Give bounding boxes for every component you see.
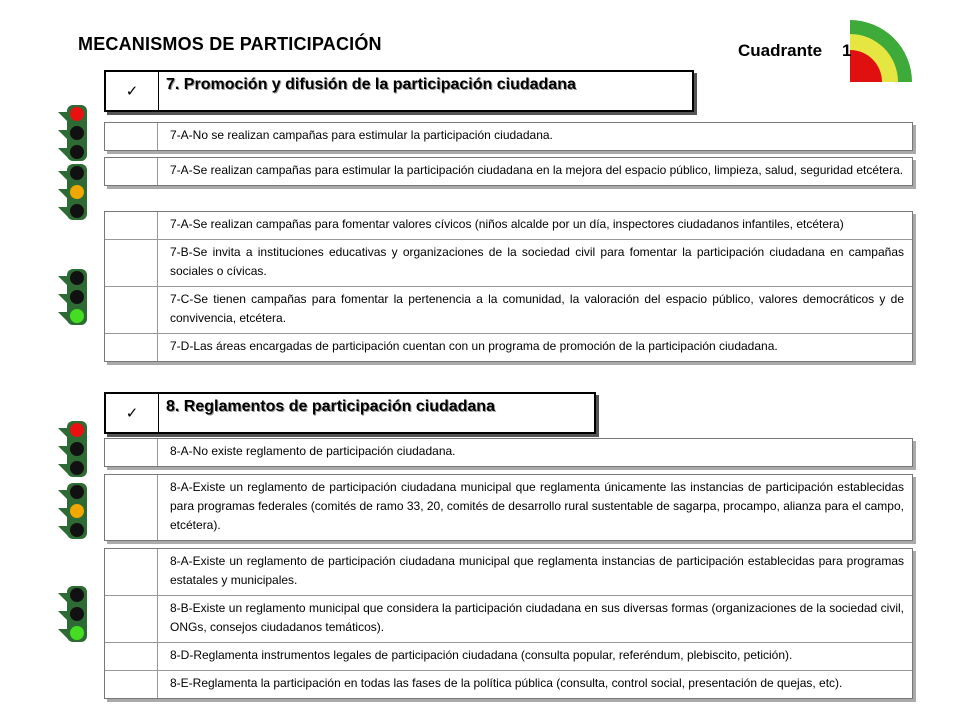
item-text: 8-D-Reglamenta instrumentos legales de participación ciudadana (consulta popular, referéndum, plebiscito, petición).	[170, 648, 793, 662]
item-text: 8-A-No existe reglamento de participación ciudadana.	[170, 444, 456, 458]
traffic-light-green-icon	[56, 585, 92, 643]
item-text: 7-A-Se realizan campañas para estimular la participación ciudadana en la mejora del espacio público, limpieza, salud, seguridad etcétera.	[170, 163, 904, 177]
section8-header	[104, 392, 596, 434]
list-item	[105, 286, 912, 333]
item-box	[104, 157, 913, 186]
traffic-light-green-icon	[56, 268, 92, 326]
item-box	[104, 122, 913, 151]
item-text: 8-A-Existe un reglamento de participación ciudadana municipal que reglamenta instancias de participación establecidas para programas estatales y municipales.	[170, 554, 904, 587]
list-item	[105, 670, 912, 698]
check-icon: ✓	[106, 394, 159, 432]
traffic-light-amber-icon	[56, 482, 92, 540]
item-text: 8-B-Existe un reglamento municipal que considera la participación ciudadana en sus diversas formas (organizaciones de la sociedad civil, ONGs, consejos ciudadanos temáticos).	[170, 601, 904, 634]
item-text: 7-B-Se invita a instituciones educativas y organizaciones de la sociedad civil para fomentar la participación ciudadana en campañas sociales o cívicas.	[170, 245, 904, 278]
traffic-light-red-icon	[56, 420, 92, 478]
item-box	[104, 438, 913, 467]
list-item	[105, 239, 912, 286]
item-text: 8-A-Existe un reglamento de participación ciudadana municipal que reglamenta únicamente las instancias de participación establecidas para programas federales (comités de ramo 33, 20, comités de desarrollo rural sustentable de sagarpa, procampo, alianza para el campo, etcétera).	[170, 480, 904, 532]
list-item	[105, 549, 912, 595]
list-item	[105, 212, 912, 239]
section7-header	[104, 70, 694, 112]
item-box	[104, 548, 913, 699]
traffic-light-amber-icon	[56, 163, 92, 221]
list-item	[105, 439, 912, 466]
section8-title: 8. Reglamentos de participación ciudadana	[166, 398, 495, 415]
list-item	[105, 333, 912, 361]
item-text: 7-C-Se tienen campañas para fomentar la pertenencia a la comunidad, la valoración del espacio público, valores democráticos y de convivencia, etcétera.	[170, 292, 904, 325]
list-item	[105, 475, 912, 540]
item-text: 7-D-Las áreas encargadas de participación cuentan con un programa de promoción de la participación ciudadana.	[170, 339, 778, 353]
quadrant-number: 1	[842, 41, 852, 60]
section7-title: 7. Promoción y difusión de la participación ciudadana	[166, 76, 576, 93]
list-item	[105, 158, 912, 185]
list-item	[105, 123, 912, 150]
list-item	[105, 642, 912, 670]
item-text: 8-E-Reglamenta la participación en todas las fases de la política pública (consulta, control social, presentación de quejas, etc).	[170, 676, 843, 690]
list-item	[105, 595, 912, 642]
traffic-light-red-icon	[56, 104, 92, 162]
check-icon: ✓	[106, 72, 159, 110]
item-box	[104, 211, 913, 362]
quadrant-label: Cuadrante	[738, 41, 823, 60]
item-text: 7-A-No se realizan campañas para estimular la participación ciudadana.	[170, 128, 553, 142]
item-text: 7-A-Se realizan campañas para fomentar valores cívicos (niños alcalde por un día, inspectores ciudadanos infantiles, etcétera)	[170, 217, 844, 231]
item-box	[104, 474, 913, 541]
page-title: MECANISMOS DE PARTICIPACIÓN	[78, 34, 382, 54]
